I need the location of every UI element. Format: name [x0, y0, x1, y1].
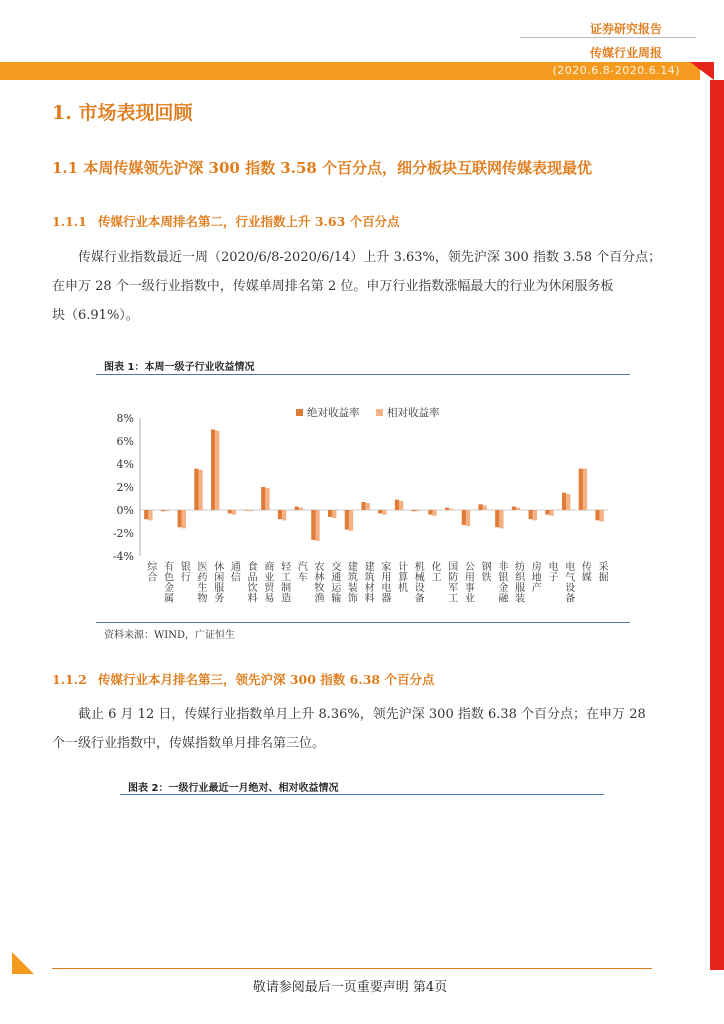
- bar-absolute: [194, 469, 198, 510]
- y-tick-label: 6%: [116, 435, 134, 448]
- bar-absolute: [361, 502, 365, 510]
- report-name: 传媒行业周报: [589, 46, 662, 60]
- header-corner-wedge: [690, 62, 714, 80]
- section-1-1-title: 1.1 本周传媒领先沪深 300 指数 3.58 个百分点，细分板块互联网传媒表现最优: [52, 159, 593, 177]
- header-divider: [520, 37, 696, 38]
- bar-absolute: [244, 510, 248, 511]
- x-tick-label: 公用事业: [464, 562, 475, 605]
- legend-swatch: [376, 409, 383, 416]
- y-tick-label: 8%: [116, 412, 134, 425]
- bar-absolute: [228, 510, 232, 513]
- bar-relative: [466, 510, 470, 526]
- bar-relative: [349, 510, 353, 531]
- footer-corner-orange: [12, 952, 34, 974]
- x-tick-label: 计算机: [398, 562, 409, 594]
- bar-absolute: [278, 510, 282, 519]
- figure-2-top-rule: [120, 794, 604, 795]
- figure-1-bottom-rule: [96, 622, 630, 623]
- section-1-1-1-paragraph: [52, 243, 668, 330]
- bar-relative: [483, 505, 487, 510]
- paragraph-line: 传媒行业指数最近一周（2020/6/8-2020/6/14）上升 3.63%，领先沪深 300 指数 3.58 个百分点；: [78, 250, 662, 265]
- x-tick-label: 汽车: [297, 562, 308, 584]
- section-1-1-2-paragraph: [52, 700, 668, 758]
- bar-absolute: [529, 510, 533, 519]
- x-tick-label: 传媒: [581, 562, 592, 584]
- bar-relative: [299, 508, 303, 510]
- bar-relative: [165, 510, 169, 511]
- y-tick-label: 4%: [116, 458, 134, 471]
- figure-1-title: 图表 1：本周一级子行业收益情况: [104, 362, 255, 373]
- bar-relative: [148, 510, 152, 520]
- paragraph-line: 截止 6 月 12 日，传媒行业指数单月上升 8.36%，领先沪深 300 指数 6.38 个百分点；在申万 28: [78, 707, 646, 722]
- section-1-1-1-number: 1.1.1: [52, 214, 87, 229]
- x-tick-label: 机械设备: [414, 562, 425, 605]
- figure-2-title: 图表 2：一级行业最近一月绝对、相对收益情况: [128, 783, 339, 794]
- y-tick-label: 0%: [116, 504, 134, 517]
- bar-relative: [215, 431, 219, 510]
- figure-1-chart: [96, 378, 630, 622]
- report-date-range: (2020.6.8-2020.6.14): [552, 64, 680, 77]
- bar-relative: [566, 494, 570, 510]
- y-tick-label: -2%: [112, 527, 134, 540]
- paragraph-line: 个一级行业指数中，传媒指数单月排名第三位。: [52, 736, 326, 751]
- bar-absolute: [311, 510, 315, 540]
- footer-disclaimer: 敬请参阅最后一页重要声明 第4页: [252, 980, 448, 995]
- bar-absolute: [295, 507, 299, 510]
- y-tick-label: 2%: [116, 481, 134, 494]
- x-tick-label: 轻工制造: [281, 562, 292, 605]
- x-tick-label: 交通运输: [331, 562, 342, 605]
- figure-1-top-rule: [96, 374, 630, 375]
- bar-relative: [550, 510, 554, 516]
- legend-swatch: [296, 409, 303, 416]
- section-1-1-1-heading: [52, 212, 400, 230]
- bar-absolute: [144, 510, 148, 519]
- bar-absolute: [211, 430, 215, 511]
- bar-relative: [182, 510, 186, 528]
- section-1-1-2-number: 1.1.2: [52, 672, 87, 687]
- paragraph-line: 在申万 28 个一级行业指数中，传媒单周排名第 2 位。申万行业指数涨幅最大的行业为休闲服务板: [52, 279, 614, 294]
- footer-divider: [52, 968, 652, 969]
- bar-relative: [316, 510, 320, 541]
- bar-relative: [499, 510, 503, 528]
- bar-relative: [516, 508, 520, 510]
- bar-absolute: [345, 510, 349, 530]
- bar-relative: [366, 503, 370, 510]
- bar-absolute: [495, 510, 499, 527]
- bar-absolute: [428, 510, 432, 515]
- x-tick-label: 电气设备: [565, 562, 576, 605]
- bar-absolute: [178, 510, 182, 527]
- bar-absolute: [562, 493, 566, 510]
- x-tick-label: 商业贸易: [264, 562, 275, 605]
- bar-absolute: [545, 510, 549, 515]
- bar-relative: [232, 510, 236, 515]
- x-tick-label: 通信: [230, 562, 241, 584]
- section-1-1-1-title: 传媒行业本周排名第二，行业指数上升 3.63 个百分点: [98, 214, 400, 229]
- bar-relative: [583, 469, 587, 510]
- section-1-title: 1. 市场表现回顾: [52, 102, 193, 124]
- x-tick-label: 农林牧渔: [314, 562, 325, 605]
- bar-relative: [382, 510, 386, 515]
- bar-relative: [399, 501, 403, 510]
- x-tick-label: 有色金属: [164, 562, 175, 605]
- x-tick-label: 家用电器: [381, 562, 392, 605]
- x-tick-label: 钢铁: [481, 562, 492, 584]
- bar-relative: [282, 510, 286, 520]
- bar-absolute: [328, 510, 332, 517]
- bar-absolute: [579, 469, 583, 510]
- paragraph-line: 块（6.91%）。: [52, 308, 139, 323]
- x-tick-label: 房地产: [531, 562, 542, 594]
- section-1-1-2-title: 传媒行业本月排名第三，领先沪深 300 指数 6.38 个百分点: [98, 672, 435, 687]
- bar-absolute: [395, 500, 399, 510]
- bar-absolute: [595, 510, 599, 520]
- chart-legend: [296, 406, 440, 419]
- bar-relative: [265, 488, 269, 510]
- x-tick-label: 医药生物: [197, 562, 208, 605]
- bar-relative: [416, 510, 420, 511]
- bar-absolute: [512, 507, 516, 510]
- x-tick-label: 纺织服装: [515, 562, 526, 605]
- x-tick-label: 银行: [180, 562, 191, 584]
- bar-relative: [600, 510, 604, 522]
- x-tick-label: 休闲服务: [214, 562, 225, 605]
- x-tick-label: 建筑材料: [364, 562, 375, 605]
- bar-absolute: [412, 510, 416, 511]
- bar-absolute: [478, 504, 482, 510]
- x-tick-label: 化工: [431, 562, 442, 584]
- bar-absolute: [462, 510, 466, 525]
- bar-relative: [433, 510, 437, 516]
- x-tick-label: 国防军工: [448, 562, 459, 605]
- figure-1-source: 资料来源：WIND，广证恒生: [104, 630, 235, 641]
- bar-relative: [249, 510, 253, 511]
- x-tick-label: 电子: [548, 562, 559, 584]
- legend-label: 相对收益率: [387, 407, 440, 419]
- legend-label: 绝对收益率: [307, 407, 360, 419]
- bar-relative: [533, 510, 537, 520]
- x-tick-label: 综合: [147, 562, 158, 584]
- report-type: 证券研究报告: [589, 22, 662, 36]
- bar-relative: [449, 509, 453, 510]
- bar-absolute: [261, 487, 265, 510]
- x-tick-label: 采掘: [598, 562, 609, 584]
- section-1-1-2-heading: [52, 670, 434, 688]
- bar-absolute: [161, 510, 165, 511]
- x-tick-label: 食品饮料: [247, 562, 258, 605]
- y-tick-label: -4%: [112, 550, 134, 563]
- x-tick-label: 建筑装饰: [347, 562, 358, 605]
- bar-absolute: [445, 508, 449, 510]
- bar-relative: [199, 470, 203, 510]
- bar-absolute: [378, 510, 382, 513]
- bar-relative: [332, 510, 336, 518]
- side-accent-bar: [710, 80, 724, 970]
- x-tick-label: 非银金融: [498, 562, 509, 605]
